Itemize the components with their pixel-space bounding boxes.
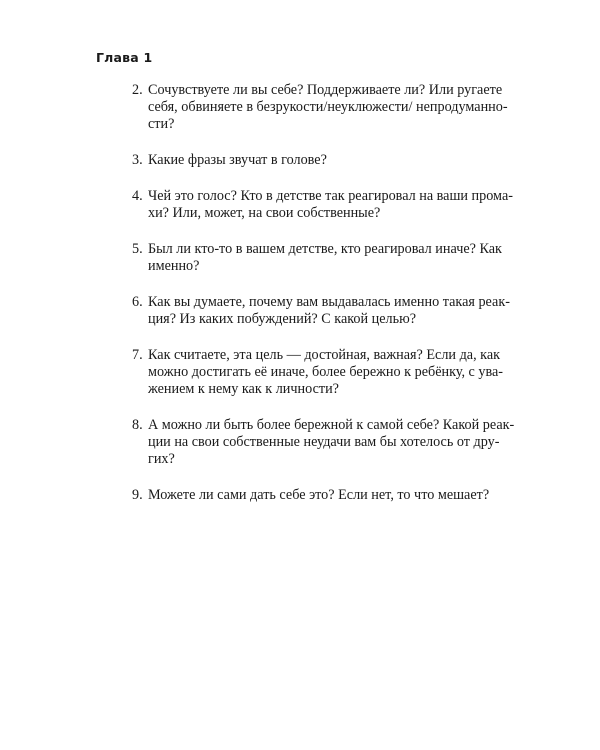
question-text: Как считаете, эта цель — достойная, важная? Если да, как можно достигать её иначе, более бережно к ребёнку, с ува- жением к нему как к личности? [148,347,504,397]
question-number: 5. [132,241,143,257]
question-number: 4. [132,188,143,204]
question-number: 8. [132,417,143,433]
question-text: Как вы думаете, почему вам выдавалась именно такая реак- ция? Из каких побуждений? С какой целью? [148,294,510,327]
question-text: Какие фразы звучат в голове? [148,152,327,168]
question-number: 3. [132,152,143,168]
question-number: 2. [132,82,143,98]
list-item [110,241,530,275]
question-list [110,82,530,523]
question-text: Чей это голос? Кто в детстве так реагировал на ваши прома- хи? Или, может, на свои собственные? [148,188,513,221]
list-item [110,487,530,504]
question-text: Сочувствуете ли вы себе? Поддерживаете ли? Или ругаете себя, обвиняете в безрукости/неуклюжести/ непродуманно- сти? [148,82,508,132]
question-text: А можно ли быть более бережной к самой себе? Какой реак- ции на свои собственные неудачи вам бы хотелось от дру- гих? [148,417,515,467]
list-item [110,188,530,222]
question-text: Был ли кто-то в вашем детстве, кто реагировал иначе? Как именно? [148,241,502,274]
question-number: 9. [132,487,143,503]
question-number: 7. [132,347,143,363]
list-item [110,347,530,398]
list-item [110,294,530,328]
question-number: 6. [132,294,143,310]
question-text: Можете ли сами дать себе это? Если нет, то что мешает? [148,487,490,503]
list-item [110,152,530,169]
list-item [110,417,530,468]
list-item [110,82,530,133]
chapter-header: Глава 1 [96,50,153,65]
